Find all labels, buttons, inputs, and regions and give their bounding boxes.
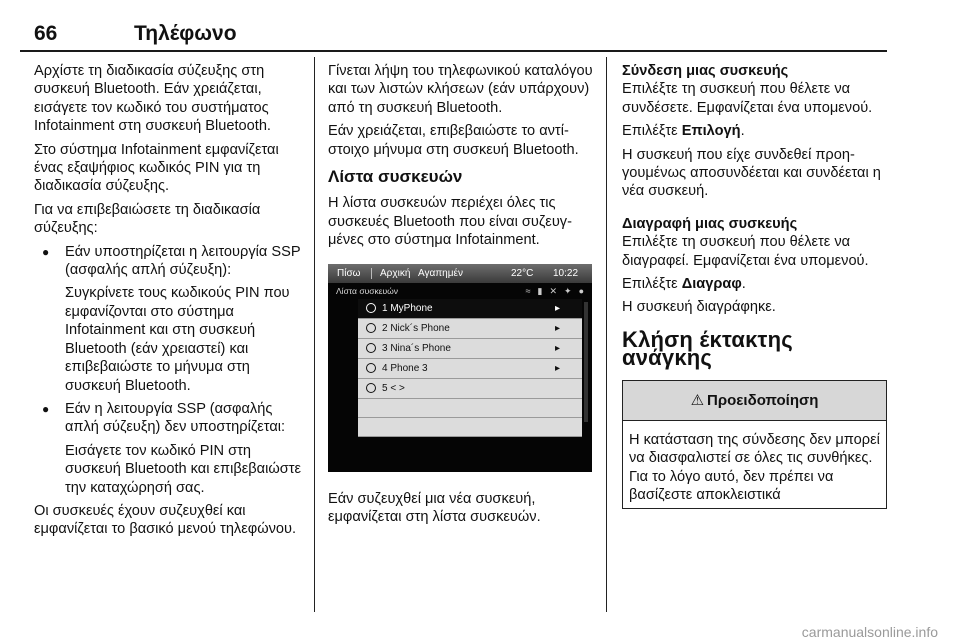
status-icons [526, 285, 584, 298]
delete-instructions: Επιλέξτε τη συσκευή που θέλετε να διαγραφεί. Εμφανίζεται ένα υπομενού. [622, 234, 869, 269]
device-row[interactable] [358, 339, 582, 359]
radio-icon [366, 363, 376, 373]
phonebook-download: Γίνεται λήψη του τηλεφωνικού καταλόγου και των λιστών κλήσεων (εάν υπάρχουν) από τη συσκευή Bluetooth. [328, 63, 593, 116]
pairing-intro: Αρχίστε τη διαδικασία σύζευξης στη συσκευή Bluetooth. Εάν χρειάζεται, εισάγετε τον κωδικό του συστήματος Infotainment στη συσκευή Bluetooth. [34, 63, 271, 135]
bullet-ssp-unsupported: ● Εάν η λειτουργία SSP (ασφαλής απλή σύζευξη) δεν υποστηρίζεται: [34, 400, 304, 437]
wifi-icon: ≈ [525, 285, 531, 296]
empty-row [358, 418, 582, 437]
radio-icon [366, 383, 376, 393]
device-list [358, 299, 582, 437]
confirm-intro: Για να επιβεβαιώσετε τη διαδικασία σύζευξης: [34, 201, 261, 237]
device-name: 2 Nick´s Phone [382, 322, 450, 334]
column-divider-2 [606, 57, 607, 612]
select-option-line [622, 122, 887, 140]
bullet-ssp-supported: ● Εάν υποστηρίζεται η λειτουργία SSP (ασφαλής απλή σύζευξη): [34, 243, 304, 280]
delete-prefix: Επιλέξτε [622, 276, 682, 293]
column-1 [34, 62, 304, 544]
watermark: carmanualsonline.info [801, 624, 938, 640]
select-suffix: . [740, 123, 745, 140]
bullet-ssp-unsupported-detail: Εισάγετε τον κωδικό PIN στη συσκευή Bluetooth και επιβεβαιώστε την καταχώρησή σας. [65, 442, 301, 496]
paired-result: Οι συσκευές έχουν συζευχθεί και εμφανίζεται το βασικό μενού τηλεφώνου. [34, 502, 297, 538]
device-name: 5 < > [382, 382, 405, 394]
device-row[interactable] [358, 319, 582, 339]
deleted-confirmation: Η συσκευή διαγράφηκε. [622, 299, 776, 316]
pin-info: Στο σύστημα Infotainment εμφανίζεται ένας εξαψήφιος κωδικός PIN για τη διαδικασία σύζευξης. [34, 141, 279, 195]
disconnect-info: Η συσκευή που είχε συνδεθεί προηγουμένως αποσυνδέεται και συνδέεται η νέα συσκευή. [622, 146, 881, 200]
device-name: 3 Nina´s Phone [382, 342, 451, 354]
device-name: 1 MyPhone [382, 302, 433, 314]
screen-top-bar [328, 264, 592, 283]
new-device-note: Εάν συζευχθεί μια νέα συσκευή, εμφανίζεται στη λίστα συσκευών. [328, 490, 541, 526]
radio-icon [366, 323, 376, 333]
header-rule [20, 50, 887, 52]
page-number: 66 [34, 22, 58, 45]
column-2 [328, 62, 594, 531]
mute-icon: ● [578, 285, 584, 296]
warning-header [623, 381, 886, 421]
emergency-call-heading: Κλήση έκτακτης ανάγκης [622, 326, 793, 371]
delete-keyword: Διαγραφ [681, 276, 742, 293]
home-button[interactable]: Αρχική [380, 267, 411, 279]
warning-title: Προειδοποίηση [707, 391, 819, 409]
device-name: 4 Phone 3 [382, 362, 428, 374]
device-row[interactable] [358, 359, 582, 379]
favorites-button[interactable]: Αγαπημέν [418, 267, 463, 279]
delete-option-line [622, 275, 887, 293]
delete-suffix: . [741, 276, 746, 293]
device-row[interactable] [358, 299, 582, 319]
screen-title-bar [336, 285, 584, 298]
device-list-description: Η λίστα συσκευών περιέχει όλες τις συσκευές Bluetooth που είναι συζευγμένες στο σύστημα Infotainment. [328, 195, 572, 249]
column-3 [622, 62, 887, 509]
select-keyword: Επιλογή [681, 123, 741, 140]
top-bar-separator [371, 268, 372, 279]
column-divider-1 [314, 57, 315, 612]
bullet-ssp-supported-detail: Συγκρίνετε τους κωδικούς PIN που εμφανίζονται στο σύστημα Infotainment και στη συσκευή Bluetooth (εάν χρειαστεί) και επιβεβαιώστε το μήνυμα στη συσκευή Bluetooth. [65, 285, 290, 394]
radio-icon [366, 343, 376, 353]
chevron-right-icon: ▸ [554, 362, 560, 374]
chevron-right-icon: ▸ [554, 302, 560, 314]
screen-list-title: Λίστα συσκευών [336, 285, 399, 296]
warning-icon: ⚠ [690, 391, 705, 409]
radio-icon [366, 303, 376, 313]
connect-instructions: Επιλέξτε τη συσκευή που θέλετε να συνδέσετε. Εμφανίζεται ένα υπομενού. [622, 81, 873, 116]
signal-icon: ▮ [537, 285, 543, 296]
temperature-readout: 22°C [511, 267, 534, 279]
clock-readout: 10:22 [553, 267, 579, 279]
bluetooth-status-icon: ✦ [564, 285, 572, 296]
delete-device-heading: Διαγραφή μιας συσκευής [622, 215, 798, 232]
confirm-message: Εάν χρειάζεται, επιβεβαιώστε το αντίστοιχο μήνυμα στη συσκευή Bluetooth. [328, 123, 579, 158]
empty-row [358, 399, 582, 418]
device-row[interactable] [358, 379, 582, 399]
chevron-right-icon: ▸ [554, 342, 560, 354]
select-prefix: Επιλέξτε [622, 123, 682, 140]
page-header [20, 20, 887, 50]
back-button[interactable]: Πίσω [337, 267, 361, 279]
device-list-screenshot [328, 264, 592, 472]
connect-device-heading: Σύνδεση μιας συσκευής [622, 63, 789, 79]
warning-text: Η κατάσταση της σύνδεσης δεν μπορεί να διασφαλιστεί σε όλες τις συνθήκες. Για το λόγο αυτό, δεν πρέπει να βασίζεστε αποκλειστικά [629, 431, 880, 503]
device-list-heading: Λίστα συσκευών [328, 167, 463, 187]
bluetooth-icon: ✕ [549, 285, 558, 296]
chapter-title: Τηλέφωνο [134, 22, 237, 45]
chevron-right-icon: ▸ [554, 322, 560, 334]
list-scrollbar[interactable] [584, 302, 588, 422]
warning-box [622, 380, 887, 510]
